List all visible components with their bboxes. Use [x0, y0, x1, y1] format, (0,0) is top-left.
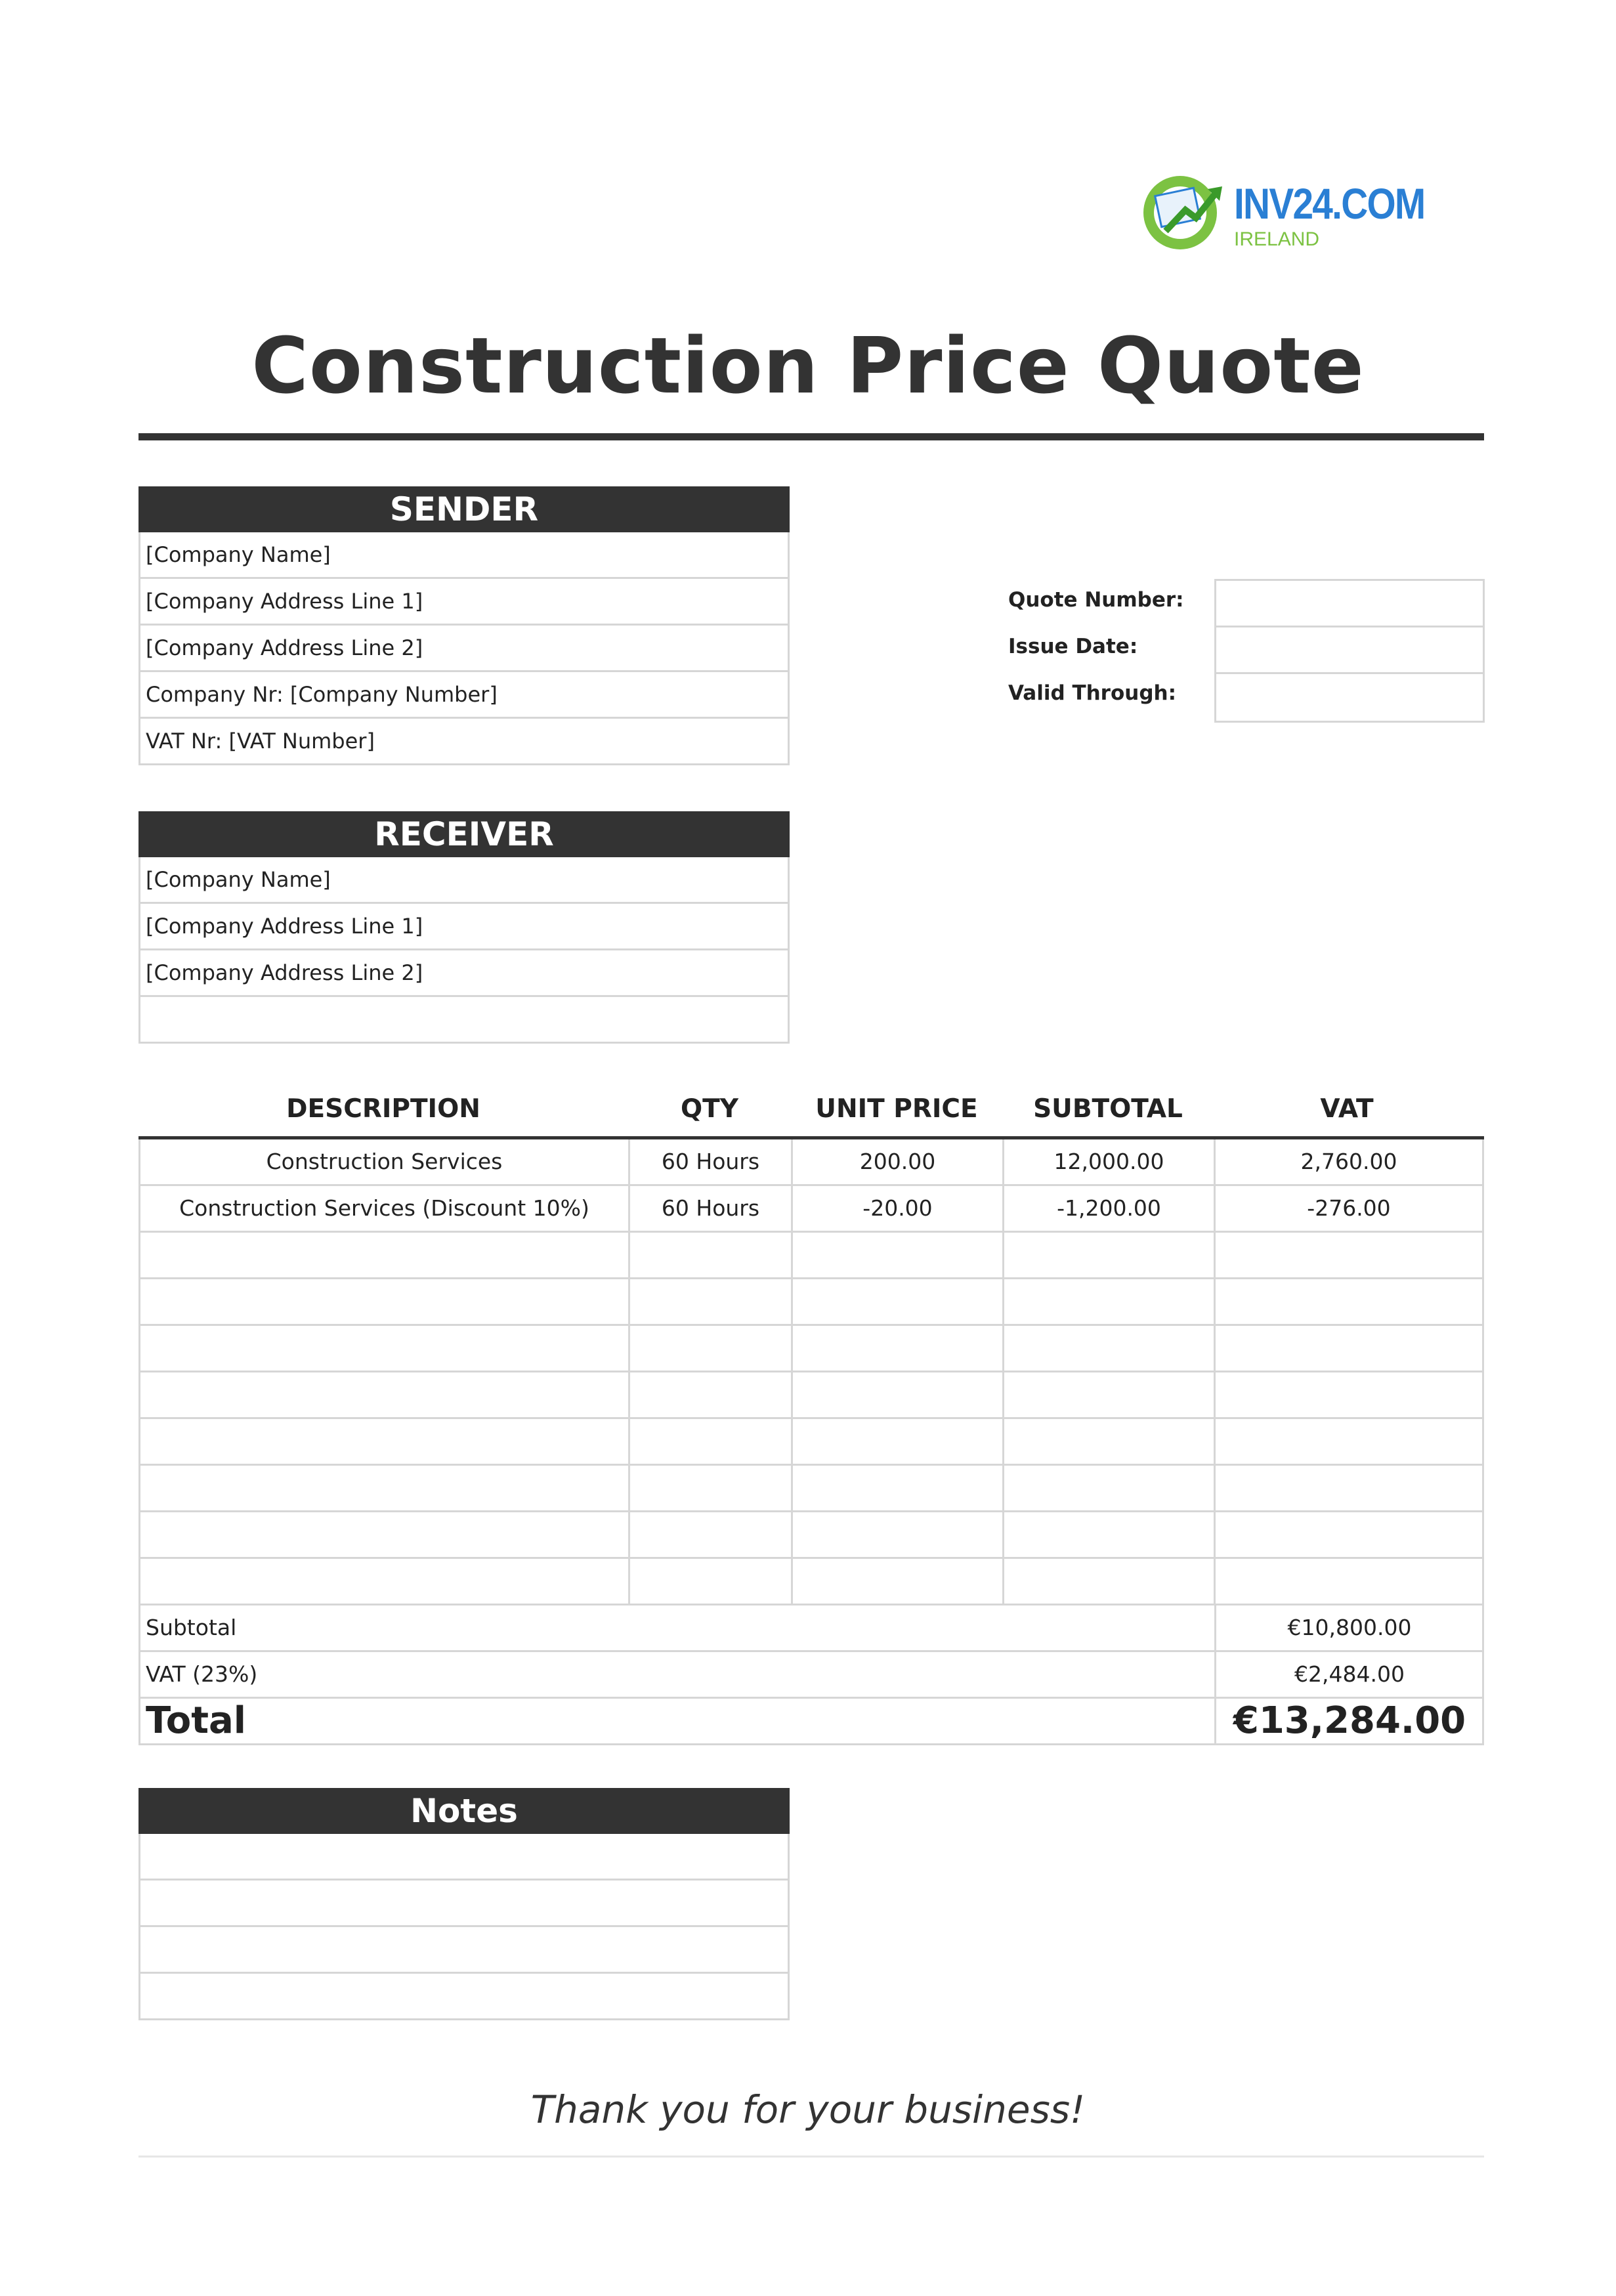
- notes-line[interactable]: [140, 1974, 788, 2020]
- issue-date-field[interactable]: [1216, 627, 1483, 674]
- sender-header: SENDER: [138, 486, 790, 532]
- table-row: [140, 1139, 1482, 1186]
- col-vat: VAT: [1320, 1094, 1374, 1124]
- footer-divider: [138, 2156, 1484, 2158]
- receiver-box: [138, 857, 790, 1044]
- item-unit-price[interactable]: 200.00: [859, 1149, 936, 1174]
- item-qty[interactable]: 60 Hours: [661, 1149, 760, 1174]
- item-vat[interactable]: 2,760.00: [1300, 1149, 1397, 1174]
- valid-through-label: Valid Through:: [1008, 681, 1176, 705]
- sender-company-number[interactable]: Company Nr: [Company Number]: [140, 672, 788, 719]
- thank-you-message: Thank you for your business!: [530, 2087, 1086, 2132]
- item-description[interactable]: Construction Services: [266, 1149, 503, 1174]
- subtotal-row: [140, 1605, 1482, 1652]
- vat-value: €2,484.00: [1294, 1661, 1405, 1687]
- notes-line[interactable]: [140, 1834, 788, 1881]
- sender-address-line-2[interactable]: [Company Address Line 2]: [140, 626, 788, 672]
- empty-table-row[interactable]: [140, 1326, 1482, 1372]
- quote-number-field[interactable]: [1216, 581, 1483, 627]
- empty-table-row[interactable]: [140, 1419, 1482, 1466]
- total-label: Total: [146, 1699, 246, 1742]
- col-qty: QTY: [681, 1094, 738, 1124]
- col-subtotal: SUBTOTAL: [1033, 1094, 1183, 1124]
- notes-header: Notes: [138, 1788, 790, 1834]
- total-row: [140, 1699, 1482, 1745]
- col-description: DESCRIPTION: [286, 1094, 480, 1124]
- item-vat[interactable]: -276.00: [1307, 1195, 1391, 1221]
- receiver-company-name[interactable]: [Company Name]: [140, 857, 788, 904]
- issue-date-label: Issue Date:: [1008, 635, 1138, 658]
- receiver-extra-line[interactable]: [140, 997, 788, 1044]
- empty-table-row[interactable]: [140, 1466, 1482, 1512]
- col-unit-price: UNIT PRICE: [815, 1094, 978, 1124]
- empty-table-row[interactable]: [140, 1279, 1482, 1326]
- vat-row: [140, 1652, 1482, 1699]
- total-value: €13,284.00: [1233, 1699, 1466, 1742]
- sender-vat-number[interactable]: VAT Nr: [VAT Number]: [140, 719, 788, 765]
- page-title: Construction Price Quote: [251, 320, 1365, 411]
- quote-meta-box: [1214, 579, 1485, 723]
- sender-address-line-1[interactable]: [Company Address Line 1]: [140, 579, 788, 626]
- notes-box: [138, 1834, 790, 2020]
- receiver-address-line-1[interactable]: [Company Address Line 1]: [140, 904, 788, 950]
- item-qty[interactable]: 60 Hours: [661, 1195, 760, 1221]
- logo-region: IRELAND: [1234, 228, 1320, 250]
- notes-line[interactable]: [140, 1927, 788, 1974]
- title-divider: [138, 433, 1484, 440]
- items-grid: [138, 1139, 1484, 1745]
- sender-box: [138, 532, 790, 765]
- logo-brand: INV24.COM: [1234, 179, 1425, 228]
- subtotal-value: €10,800.00: [1287, 1615, 1412, 1640]
- item-subtotal[interactable]: 12,000.00: [1053, 1149, 1164, 1174]
- empty-table-row[interactable]: [140, 1233, 1482, 1279]
- receiver-header: RECEIVER: [138, 811, 790, 857]
- sender-company-name[interactable]: [Company Name]: [140, 532, 788, 579]
- receiver-address-line-2[interactable]: [Company Address Line 2]: [140, 950, 788, 997]
- notes-line[interactable]: [140, 1881, 788, 1927]
- vat-label: VAT (23%): [146, 1661, 258, 1687]
- empty-table-row[interactable]: [140, 1559, 1482, 1605]
- item-subtotal[interactable]: -1,200.00: [1057, 1195, 1161, 1221]
- item-description[interactable]: Construction Services (Discount 10%): [179, 1195, 589, 1221]
- subtotal-label: Subtotal: [146, 1615, 237, 1640]
- empty-table-row[interactable]: [140, 1372, 1482, 1419]
- quote-number-label: Quote Number:: [1008, 588, 1184, 612]
- valid-through-field[interactable]: [1216, 674, 1483, 721]
- empty-table-row[interactable]: [140, 1512, 1482, 1559]
- item-unit-price[interactable]: -20.00: [862, 1195, 933, 1221]
- table-row: [140, 1186, 1482, 1233]
